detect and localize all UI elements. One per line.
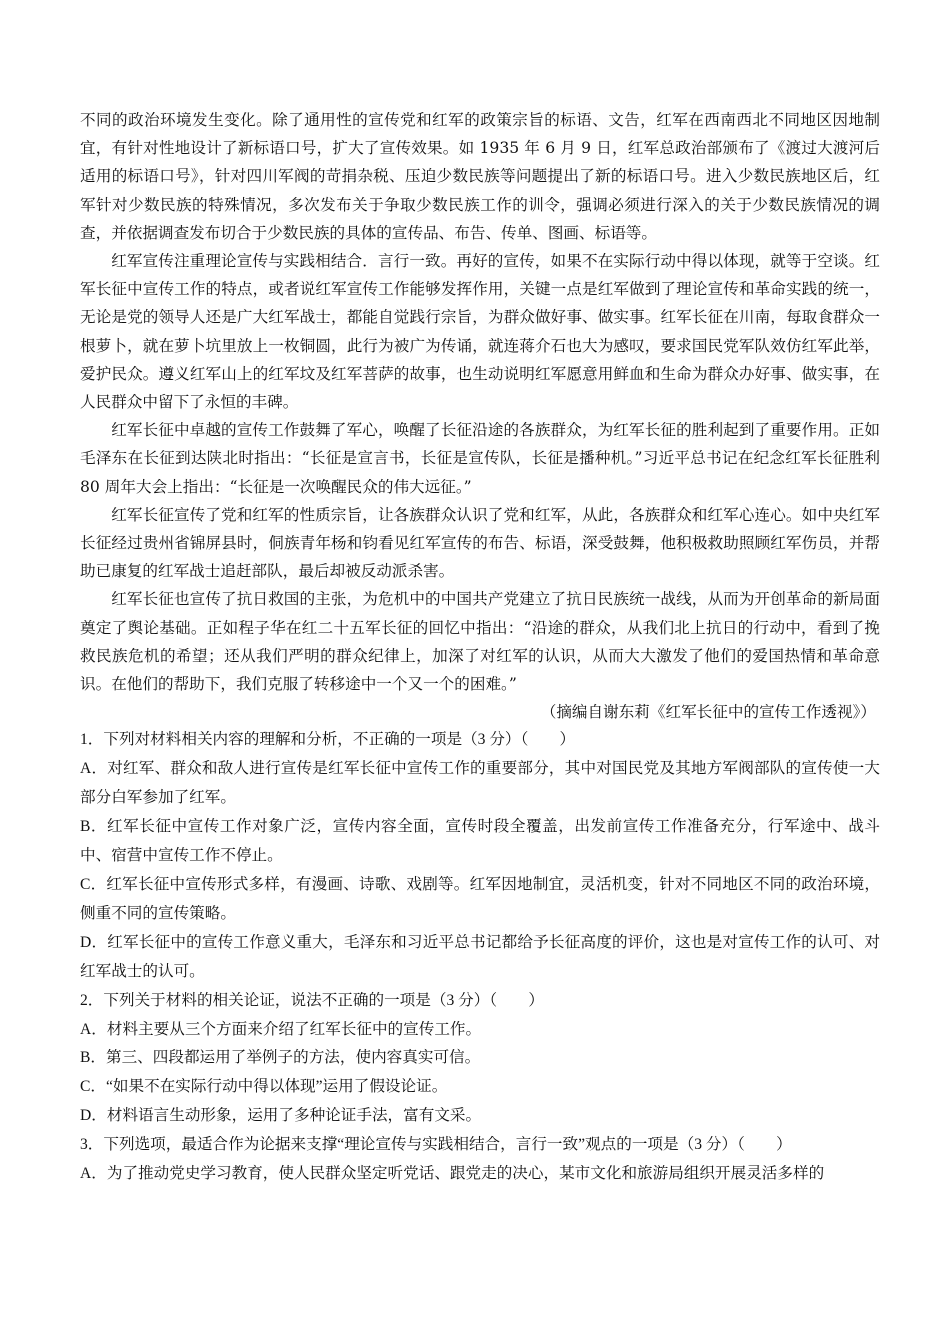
question-2-option-c: C．“如果不在实际行动中得以体现”运用了假设论证。 [80,1078,448,1096]
question-1-stem: 1．下列对材料相关内容的理解和分析，不正确的一项是（3 分）（ ） [80,731,576,749]
question-1-option-d: D．红军长征中的宣传工作意义重大，毛泽东和习近平总书记都给予长征高度的评价，这也是对宣传工作的认可、对红军战士的认可。 [80,933,880,980]
article-paragraph-2: 红军宣传注重理论宣传与实践相结合．言行一致。再好的宣传，如果不在实际行动中得以体现，就等于空谈。红军长征中宣传工作的特点，或者说红军宣传工作能够发挥作用，关键一点是红军做到了理论宣传和革命实践的统一，无论是党的领导人还是广大红军战士，都能自觉践行宗旨，为群众做好事、做实事。红军长征在川南，每取食群众一根萝卜，就在萝卜坑里放上一枚铜圆，此行为被广为传诵，就连蒋介石也大为感叹，要求国民党军队效仿红军此举，爱护民众。遵义红军山上的红军坟及红军菩萨的故事，也生动说明红军愿意用鲜血和生命为群众办好事、做实事，在人民群众中留下了永恒的丰碑。 [80,252,880,412]
question-2-option-b: B．第三、四段都运用了举例子的方法，使内容真实可信。 [80,1049,481,1067]
question-1 [80,726,880,986]
question-2-option-a: A．材料主要从三个方面来介绍了红军长征中的宣传工作。 [80,1020,482,1038]
question-1-option-c: C．红军长征中宣传形式多样，有漫画、诗歌、戏剧等。红军因地制宜，灵活机变，针对不同地区不同的政治环境，侧重不同的宣传策略。 [80,876,880,922]
article-paragraph-3: 红军长征中卓越的宣传工作鼓舞了军心，唤醒了长征沿途的各族群众，为红军长征的胜利起到了重要作用。正如毛泽东在长征到达陕北时指出：“长征是宣言书，长征是宣传队，长征是播种机。”习近平总书记在纪念红军长征胜利 80 周年大会上指出：“长征是一次唤醒民众的伟大远征。” [80,421,880,496]
question-2 [80,987,880,1132]
page-content [80,106,880,1189]
question-3 [80,1131,880,1189]
question-2-stem: 2．下列关于材料的相关论证，说法不正确的一项是（3 分）（ ） [80,991,544,1009]
question-1-option-b: B．红军长征中宣传工作对象广泛，宣传内容全面，宣传时段全覆盖，出发前宣传工作准备充分，行军途中、战斗中、宿营中宣传工作不停止。 [80,818,880,865]
question-3-stem: 3．下列选项，最适合作为论据来支撑“理论宣传与实践相结合，言行一致”观点的一项是（3 分）（ ） [80,1136,792,1154]
question-2-option-d: D．材料语言生动形象，运用了多种论证手法，富有文采。 [80,1107,482,1125]
question-3-option-a: A．为了推动党史学习教育，使人民群众坚定听党话、跟党走的决心，某市文化和旅游局组织开展灵活多样的 [80,1165,825,1183]
question-1-option-a: A．对红军、群众和敌人进行宣传是红军长征中宣传工作的重要部分，其中对国民党及其地方军阀部队的宣传使一大部分白军参加了红军。 [80,760,880,807]
article-source: （摘编自谢东莉《红军长征中的宣传工作透视》） [540,703,876,722]
article-paragraph-5: 红军长征也宣传了抗日救国的主张，为危机中的中国共产党建立了抗日民族统一战线，从而为开创革命的新局面奠定了舆论基础。正如程子华在红二十五军长征的回忆中指出：“沿途的群众，从我们北上抗日的行动中，看到了挽救民族危机的希望；还从我们严明的群众纪律上，加深了对红军的认识，从而大大激发了他们的爱国热情和革命意识。在他们的帮助下，我们克服了转移途中一个又一个的困难。” [80,590,880,694]
article-paragraph-4: 红军长征宣传了党和红军的性质宗旨，让各族群众认识了党和红军，从此，各族群众和红军心连心。如中央红军长征经过贵州省锦屏县时，侗族青年杨和钧看见红军宣传的布告、标语，深受鼓舞，他积极救助照顾红军伤员，并帮助已康复的红军战士追赶部队，最后却被反动派杀害。 [80,505,880,581]
article-paragraph-1: 不同的政治环境发生变化。除了通用性的宣传党和红军的政策宗旨的标语、文告，红军在西南西北不同地区因地制宜，有针对性地设计了新标语口号，扩大了宣传效果。如 1935 年 6 月 9 日，红军总政治部颁布了《渡过大渡河后适用的标语口号》，针对四川军阀的苛捐杂税、压迫少数民族等问题提出了新的标语口号。进入少数民族地区后，红军针对少数民族的特殊情况，多次发布关于争取少数民族工作的训令，强调必须进行深入的关于少数民族情况的调查，并依据调查发布切合于少数民族的具体的宣传品、布告、传单、图画、标语等。 [80,111,880,242]
